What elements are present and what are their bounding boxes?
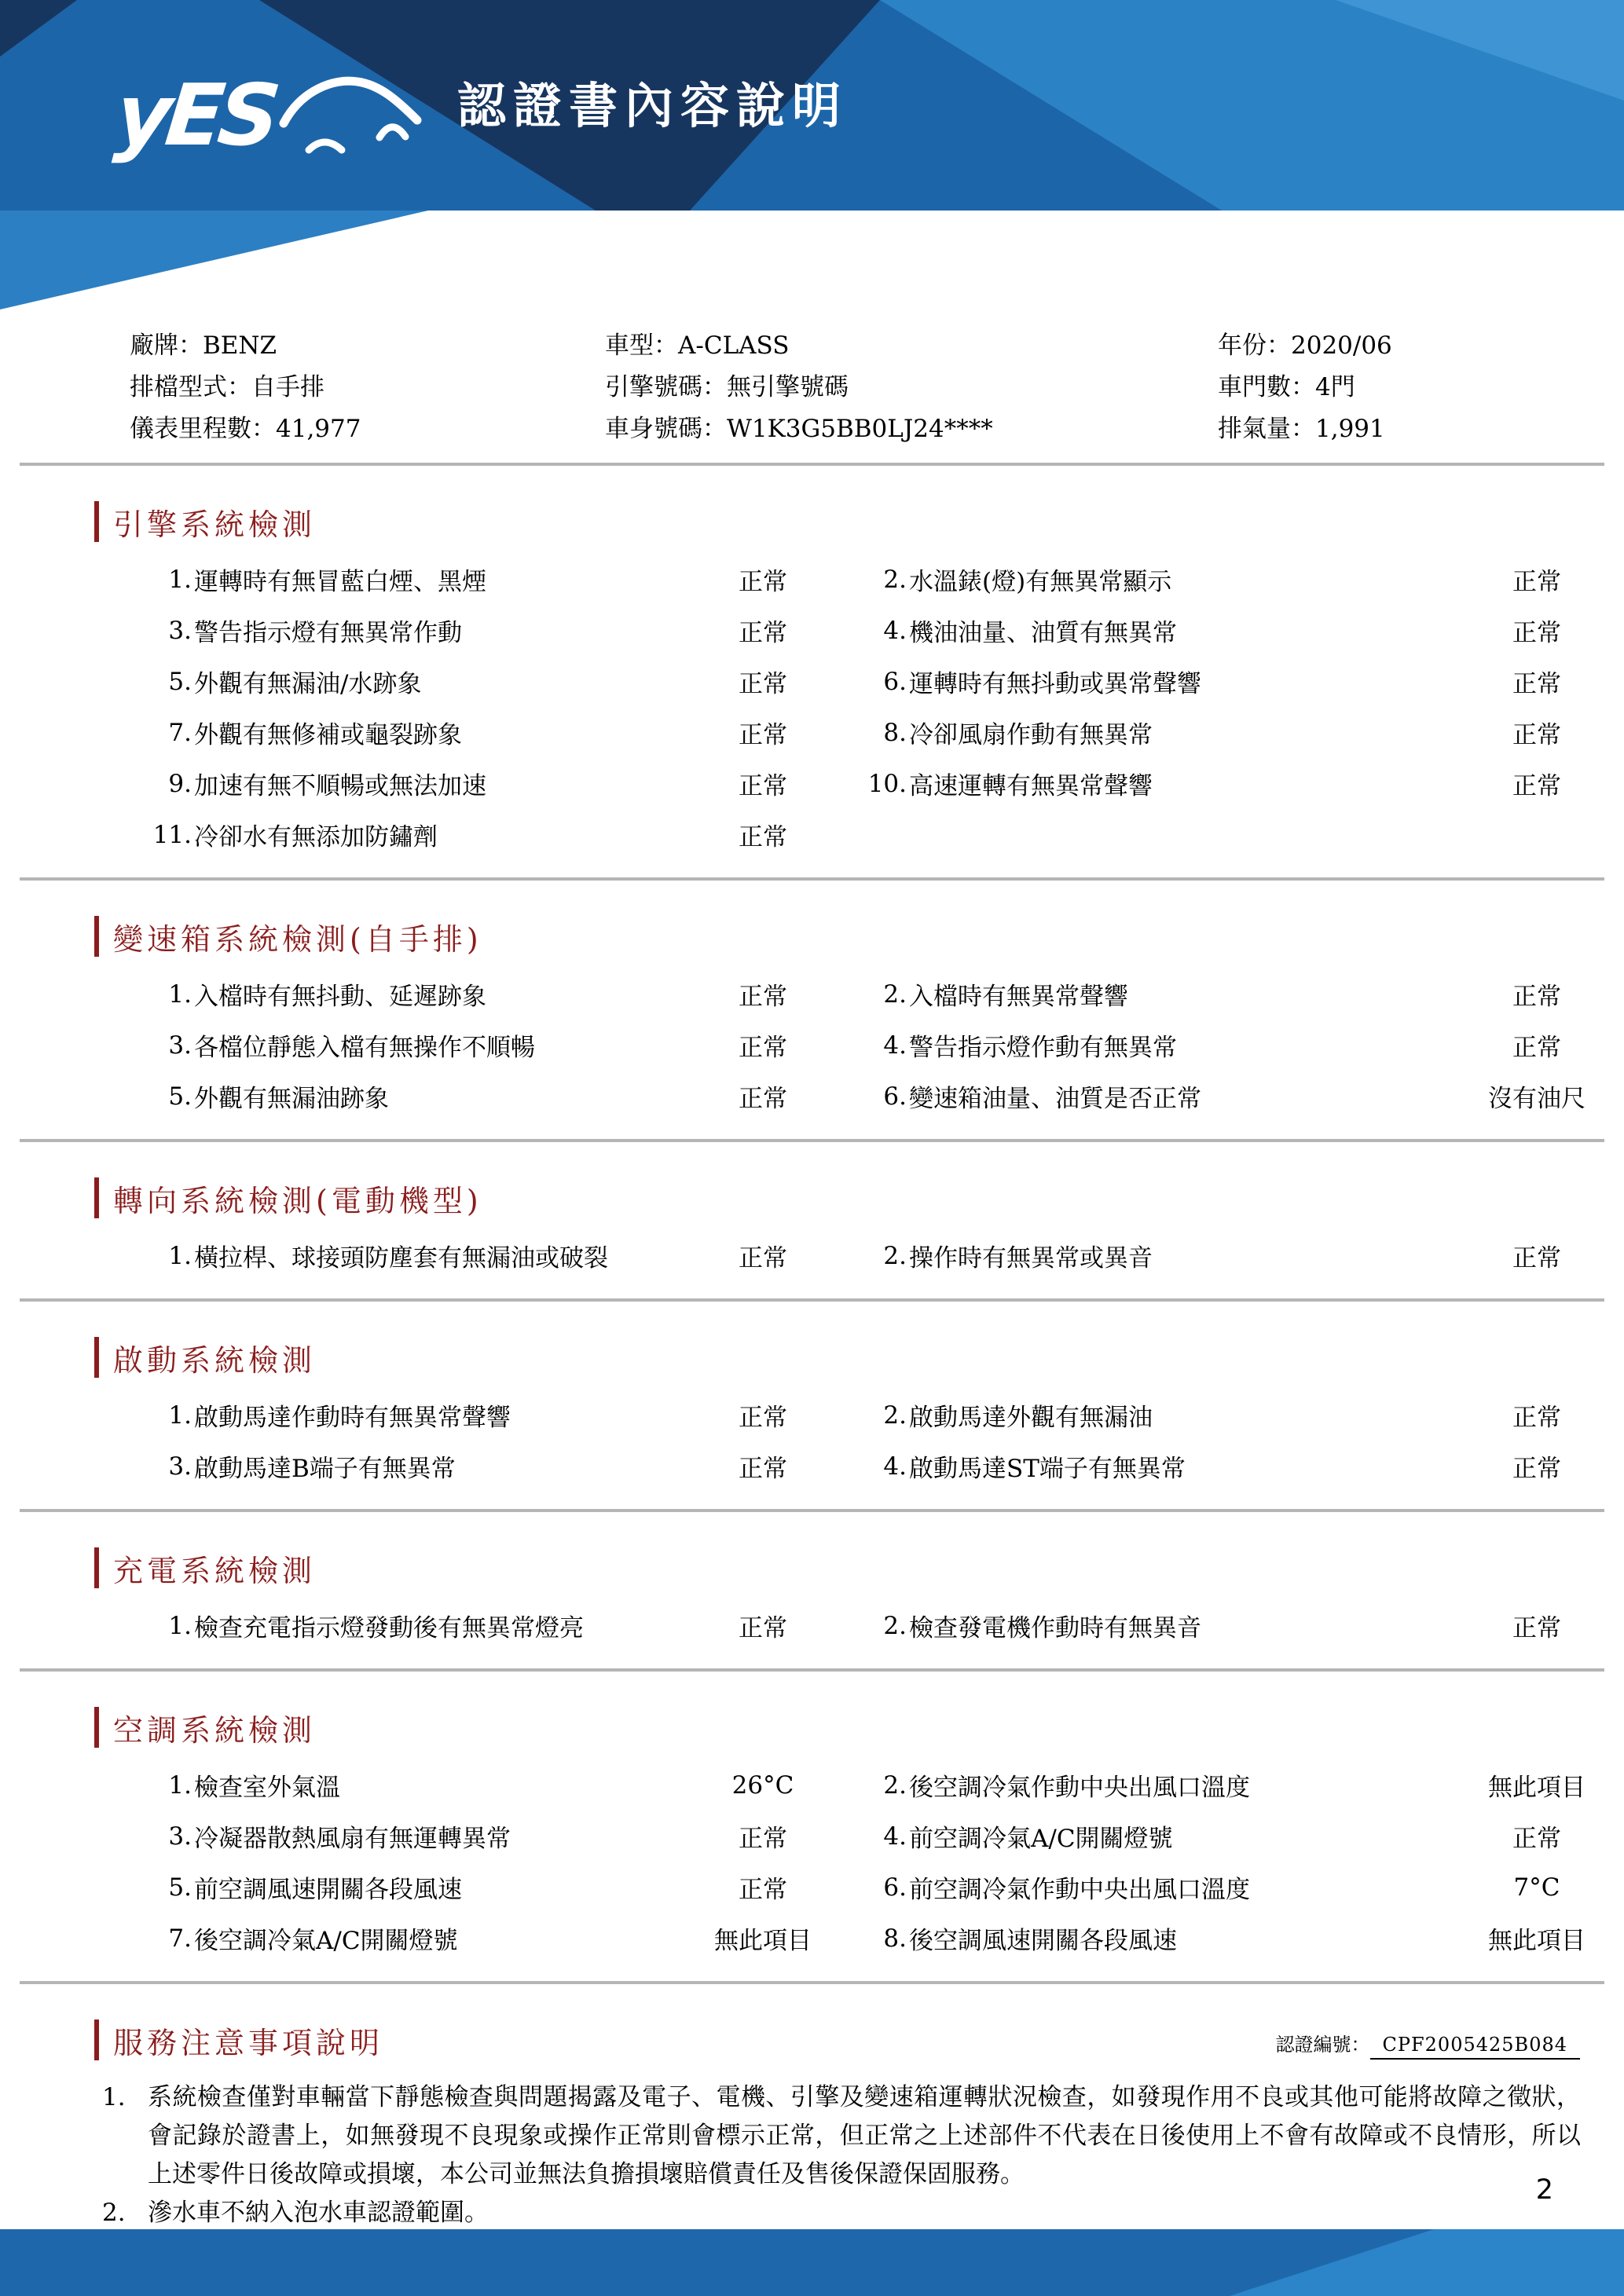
item-text: 冷卻風扇作動有無異常 — [909, 721, 1153, 749]
section-title-text: 空調系統檢測 — [113, 1712, 317, 1748]
item-number: 1. — [168, 1401, 192, 1430]
item-number: 7. — [168, 1924, 192, 1953]
vehicle-info-label: 車門數： — [1218, 373, 1315, 401]
item-text: 入檔時有無異常聲響 — [909, 983, 1128, 1011]
inspection-section — [0, 499, 1624, 881]
item-text: 後空調風速開關各段風速 — [909, 1927, 1177, 1955]
note-number: 1. — [102, 2083, 126, 2111]
item-number: 1. — [168, 980, 192, 1009]
section-accent-bar — [94, 1547, 99, 1588]
item-result: 正常 — [1512, 1034, 1561, 1062]
item-text: 檢查室外氣溫 — [194, 1774, 340, 1802]
inspection-item — [141, 1913, 833, 1964]
section-accent-bar — [94, 501, 99, 542]
item-result: 正常 — [739, 1614, 787, 1642]
item-text: 機油油量、油質有無異常 — [909, 619, 1177, 647]
certificate-number-label: 認證編號： — [1275, 2034, 1370, 2056]
vehicle-info-value: 4門 — [1315, 373, 1355, 401]
yes-logo-text: yES — [111, 66, 280, 165]
item-text: 前空調冷氣作動中央出風口溫度 — [909, 1876, 1250, 1904]
note-text: 滲水車不納入泡水車認證範圍。 — [148, 2199, 489, 2227]
item-number: 4. — [883, 616, 907, 645]
inspection-item — [856, 656, 1607, 707]
item-result: 正常 — [1512, 1825, 1561, 1853]
item-text: 前空調冷氣A/C開關燈號 — [909, 1825, 1173, 1853]
item-result: 26°C — [731, 1771, 794, 1800]
vehicle-info-value: W1K3G5BB0LJ24**** — [727, 415, 993, 443]
item-result: 正常 — [739, 1034, 787, 1062]
inspection-items — [141, 1390, 1607, 1492]
item-text: 冷凝器散熱風扇有無運轉異常 — [194, 1825, 511, 1853]
item-text: 警告指示燈有無異常作動 — [194, 619, 462, 647]
item-number: 2. — [883, 1401, 907, 1430]
item-text: 入檔時有無抖動、延遲跡象 — [194, 983, 486, 1011]
item-number: 2. — [883, 1771, 907, 1800]
section-title — [94, 1545, 1624, 1591]
section-accent-bar — [94, 1177, 99, 1218]
item-number: 5. — [168, 1873, 192, 1902]
vehicle-info-item — [130, 325, 605, 367]
inspection-section — [0, 1175, 1624, 1302]
vehicle-info-label: 廠牌： — [130, 331, 203, 360]
section-accent-bar — [94, 916, 99, 957]
inspection-item — [856, 1811, 1607, 1862]
item-number: 6. — [883, 667, 907, 696]
item-result: 正常 — [1512, 721, 1561, 749]
item-number: 1. — [168, 1611, 192, 1640]
divider — [20, 463, 1604, 466]
inspection-section — [0, 1335, 1624, 1512]
section-title — [94, 1335, 1624, 1380]
section-title-text: 變速箱系統檢測(自手排) — [113, 921, 482, 957]
item-number: 8. — [883, 718, 907, 747]
item-text: 啟動馬達ST端子有無異常 — [909, 1455, 1186, 1483]
item-result: 正常 — [1512, 1404, 1561, 1432]
certificate-number-value: CPF2005425B084 — [1370, 2034, 1581, 2060]
item-result: 正常 — [1512, 1244, 1561, 1273]
item-number: 4. — [883, 1031, 907, 1060]
item-number: 6. — [883, 1873, 907, 1902]
certificate-number — [1276, 2029, 1581, 2056]
item-text: 運轉時有無冒藍白煙、黑煙 — [194, 568, 486, 596]
section-accent-bar — [94, 1707, 99, 1748]
item-text: 外觀有無修補或龜裂跡象 — [194, 721, 462, 749]
item-number: 6. — [883, 1082, 907, 1111]
item-number: 1. — [168, 565, 192, 594]
item-result: 正常 — [1512, 619, 1561, 647]
vehicle-info-item — [130, 408, 605, 450]
footer-banner — [0, 2229, 1624, 2296]
item-result: 正常 — [739, 1404, 787, 1432]
inspection-item — [141, 605, 833, 656]
item-text: 外觀有無漏油跡象 — [194, 1085, 389, 1113]
section-title-text: 轉向系統檢測(電動機型) — [113, 1183, 482, 1218]
inspection-item — [141, 969, 833, 1020]
vehicle-info-label: 車身號碼： — [605, 415, 727, 443]
item-result: 無此項目 — [1488, 1774, 1586, 1802]
item-number: 2. — [883, 1611, 907, 1640]
service-note — [102, 2194, 1581, 2232]
vehicle-info-label: 車型： — [605, 331, 678, 360]
section-accent-bar — [94, 1337, 99, 1378]
section-title-text: 引擎系統檢測 — [113, 507, 317, 542]
inspection-item — [141, 1441, 833, 1492]
item-number: 5. — [168, 1082, 192, 1111]
vehicle-info-value: 41,977 — [276, 415, 361, 443]
item-number: 1. — [168, 1241, 192, 1270]
section-accent-bar — [94, 2020, 99, 2060]
note-text: 系統檢查僅對車輛當下靜態檢查與問題揭露及電子、電機、引擎及變速箱運轉狀況檢查，如發現作用不良或其他可能將故障之徵狀，會記錄於證書上，如無發現不良現象或操作正常則會標示正常，但正常之上述部件不代表在日後使用上不會有故障或不良情形，所以上述零件日後故障或損壞，本公司並無法負擔損壞賠償責任及售後保證保固服務。 — [148, 2083, 1581, 2188]
item-number: 2. — [883, 980, 907, 1009]
item-text: 加速有無不順暢或無法加速 — [194, 772, 486, 800]
vehicle-info-item — [130, 367, 605, 408]
item-result: 正常 — [1512, 568, 1561, 596]
section-title-text: 充電系統檢測 — [113, 1553, 317, 1588]
vehicle-info-value: 無引擎號碼 — [727, 373, 849, 401]
item-number: 2. — [883, 565, 907, 594]
section-title — [94, 1705, 1624, 1750]
item-text: 啟動馬達外觀有無漏油 — [909, 1404, 1153, 1432]
inspection-items — [141, 554, 1607, 860]
item-text: 變速箱油量、油質是否正常 — [909, 1085, 1201, 1113]
inspection-item — [141, 1020, 833, 1071]
item-text: 啟動馬達B端子有無異常 — [194, 1455, 456, 1483]
inspection-item — [141, 656, 833, 707]
vehicle-info-item — [605, 367, 1218, 408]
item-result: 無此項目 — [714, 1927, 812, 1955]
inspection-items — [141, 969, 1607, 1122]
vehicle-info-label: 年份： — [1218, 331, 1291, 360]
inspection-item — [141, 809, 833, 860]
item-number: 8. — [883, 1924, 907, 1953]
inspection-item — [856, 605, 1607, 656]
vehicle-info-label: 排氣量： — [1218, 415, 1315, 443]
inspection-item — [141, 1071, 833, 1122]
vehicle-info-label: 排檔型式： — [130, 373, 251, 401]
item-result: 正常 — [739, 1455, 787, 1483]
item-text: 高速運轉有無異常聲響 — [909, 772, 1153, 800]
inspection-item — [141, 554, 833, 605]
inspection-item — [856, 1390, 1607, 1441]
inspection-item — [856, 1071, 1607, 1122]
divider — [20, 877, 1604, 881]
item-result: 正常 — [739, 1085, 787, 1113]
vehicle-info-item — [1218, 367, 1593, 408]
item-result: 無此項目 — [1488, 1927, 1586, 1955]
inspection-section — [0, 914, 1624, 1142]
service-note — [102, 2078, 1581, 2194]
vehicle-info — [130, 325, 1593, 450]
item-result: 正常 — [739, 1876, 787, 1904]
item-text: 冷卻水有無添加防鏽劑 — [194, 823, 438, 851]
inspection-items — [141, 1600, 1607, 1651]
item-result: 正常 — [739, 772, 787, 800]
item-text: 操作時有無異常或異音 — [909, 1244, 1153, 1273]
item-result: 正常 — [1512, 983, 1561, 1011]
note-number: 2. — [102, 2199, 126, 2227]
item-number: 4. — [883, 1452, 907, 1481]
inspection-item — [856, 1913, 1607, 1964]
inspection-item — [856, 1760, 1607, 1811]
item-text: 警告指示燈作動有無異常 — [909, 1034, 1177, 1062]
item-number: 9. — [168, 769, 192, 798]
item-result: 正常 — [739, 823, 787, 851]
section-title — [94, 1175, 1624, 1221]
item-result: 正常 — [1512, 1614, 1561, 1642]
item-result: 正常 — [739, 1244, 787, 1273]
item-text: 橫拉桿、球接頭防塵套有無漏油或破裂 — [194, 1244, 608, 1273]
inspection-item — [141, 1600, 833, 1651]
vehicle-info-item — [605, 325, 1218, 367]
divider — [20, 1298, 1604, 1302]
section-title — [94, 914, 1624, 959]
divider — [20, 1509, 1604, 1512]
inspection-section — [0, 1545, 1624, 1672]
item-number: 4. — [883, 1822, 907, 1851]
section-title — [94, 499, 1624, 544]
item-number: 3. — [168, 1452, 192, 1481]
item-text: 運轉時有無抖動或異常聲響 — [909, 670, 1201, 698]
item-number: 10. — [867, 769, 907, 798]
item-result: 正常 — [1512, 670, 1561, 698]
inspection-item — [141, 1230, 833, 1281]
item-number: 11. — [152, 820, 192, 849]
vehicle-info-value: 1,991 — [1315, 415, 1385, 443]
page-number: 2 — [1535, 2174, 1553, 2206]
inspection-item — [856, 554, 1607, 605]
item-text: 各檔位靜態入檔有無操作不順暢 — [194, 1034, 535, 1062]
vehicle-info-label: 引擎號碼： — [605, 373, 727, 401]
inspection-item — [141, 1862, 833, 1913]
item-result: 7°C — [1513, 1873, 1560, 1902]
inspection-item — [856, 1230, 1607, 1281]
item-result: 正常 — [739, 619, 787, 647]
vehicle-info-value: A-CLASS — [678, 331, 790, 360]
inspection-item — [856, 1020, 1607, 1071]
item-result: 正常 — [1512, 1455, 1561, 1483]
item-number: 1. — [168, 1771, 192, 1800]
item-text: 前空調風速開關各段風速 — [194, 1876, 462, 1904]
section-title-text: 啟動系統檢測 — [113, 1342, 317, 1378]
item-text: 後空調冷氣A/C開關燈號 — [194, 1927, 458, 1955]
inspection-item — [856, 707, 1607, 758]
item-result: 正常 — [739, 721, 787, 749]
item-number: 3. — [168, 1031, 192, 1060]
inspection-items — [141, 1230, 1607, 1281]
vehicle-info-item — [1218, 408, 1593, 450]
inspection-item — [141, 758, 833, 809]
section-title-text: 服務注意事項說明 — [113, 2025, 384, 2060]
item-result: 沒有油尺 — [1488, 1085, 1586, 1113]
inspection-section — [0, 1705, 1624, 1984]
vehicle-info-item — [1218, 325, 1593, 367]
item-number: 7. — [168, 718, 192, 747]
item-number: 3. — [168, 1822, 192, 1851]
vehicle-info-value: 自手排 — [251, 373, 324, 401]
inspection-sections — [0, 499, 1624, 1984]
inspection-item — [856, 1862, 1607, 1913]
divider — [20, 1668, 1604, 1672]
inspection-item — [141, 707, 833, 758]
item-text: 外觀有無漏油/水跡象 — [194, 670, 422, 698]
inspection-item — [856, 1441, 1607, 1492]
item-text: 後空調冷氣作動中央出風口溫度 — [909, 1774, 1250, 1802]
inspection-item — [141, 1760, 833, 1811]
item-result: 正常 — [739, 1825, 787, 1853]
item-text: 啟動馬達作動時有無異常聲響 — [194, 1404, 511, 1432]
vehicle-info-item — [605, 408, 1218, 450]
inspection-item — [141, 1811, 833, 1862]
inspection-item — [856, 1600, 1607, 1651]
vehicle-info-value: 2020/06 — [1291, 331, 1392, 360]
item-result: 正常 — [739, 983, 787, 1011]
item-text: 檢查充電指示燈發動後有無異常燈亮 — [194, 1614, 584, 1642]
vehicle-info-label: 儀表里程數： — [130, 415, 276, 443]
item-result: 正常 — [1512, 772, 1561, 800]
item-text: 檢查發電機作動時有無異音 — [909, 1614, 1201, 1642]
item-result: 正常 — [739, 670, 787, 698]
page-title: 認證書內容說明 — [456, 76, 848, 134]
inspection-item — [856, 969, 1607, 1020]
inspection-item — [856, 758, 1607, 809]
inspection-items — [141, 1760, 1607, 1964]
vehicle-info-value: BENZ — [203, 331, 277, 360]
item-number: 5. — [168, 667, 192, 696]
divider — [20, 1139, 1604, 1142]
item-result: 正常 — [739, 568, 787, 596]
item-text: 水溫錶(燈)有無異常顯示 — [909, 568, 1172, 596]
inspection-item — [141, 1390, 833, 1441]
item-number: 3. — [168, 616, 192, 645]
item-number: 2. — [883, 1241, 907, 1270]
divider — [20, 1981, 1604, 1984]
